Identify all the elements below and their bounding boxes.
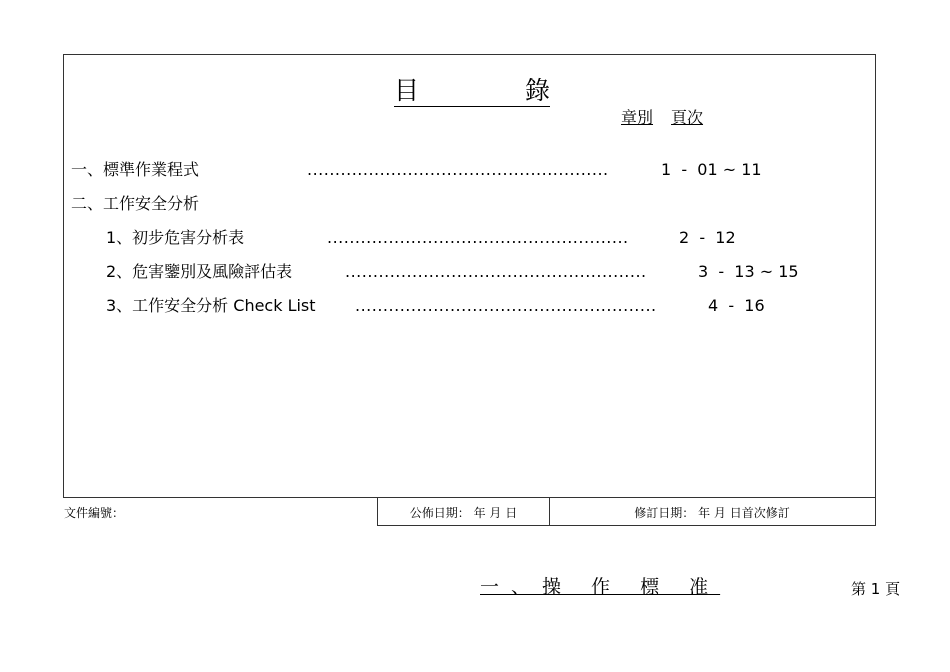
toc-entry-label: 1、初步危害分析表: [106, 228, 245, 247]
toc-title: [394, 76, 550, 107]
col-page-header: 頁次: [671, 108, 704, 127]
toc-entry-page-ref: 2 - 12: [679, 228, 736, 247]
section-title: 一、操 作 標 准: [480, 576, 721, 598]
toc-title-right: 錄: [524, 76, 550, 105]
toc-entry-page-ref: 4 - 16: [708, 296, 765, 315]
toc-entry-leader: ......................................................: [307, 160, 609, 179]
toc-entry-label: 3、工作安全分析 Check List: [106, 296, 316, 315]
page-number: 第 1 頁: [851, 580, 901, 598]
toc-entry-leader: ......................................................: [345, 262, 647, 281]
toc-entry-label: 一、標準作業程式: [71, 160, 200, 179]
toc-entry-leader: ......................................................: [355, 296, 657, 315]
doc-number-field: 文件編號：: [64, 506, 125, 520]
col-chapter-header: 章別: [621, 108, 654, 127]
toc-title-left: 目: [394, 76, 420, 105]
document-footer: [63, 498, 876, 526]
toc-entry-leader: ......................................................: [327, 228, 629, 247]
toc-entry-page-ref: 3 - 13 ~ 15: [698, 262, 799, 281]
toc-entry-label: 二、工作安全分析: [71, 194, 200, 213]
toc-column-headers: [621, 107, 703, 129]
toc-entry-label: 2、危害鑒別及風險評估表: [106, 262, 293, 281]
toc-entry-page-ref: 1 - 01 ~ 11: [661, 160, 762, 179]
publish-date-field: 公佈日期： 年 月 日: [377, 498, 550, 526]
revision-date-field: 修訂日期： 年 月 日首次修訂: [549, 498, 876, 526]
